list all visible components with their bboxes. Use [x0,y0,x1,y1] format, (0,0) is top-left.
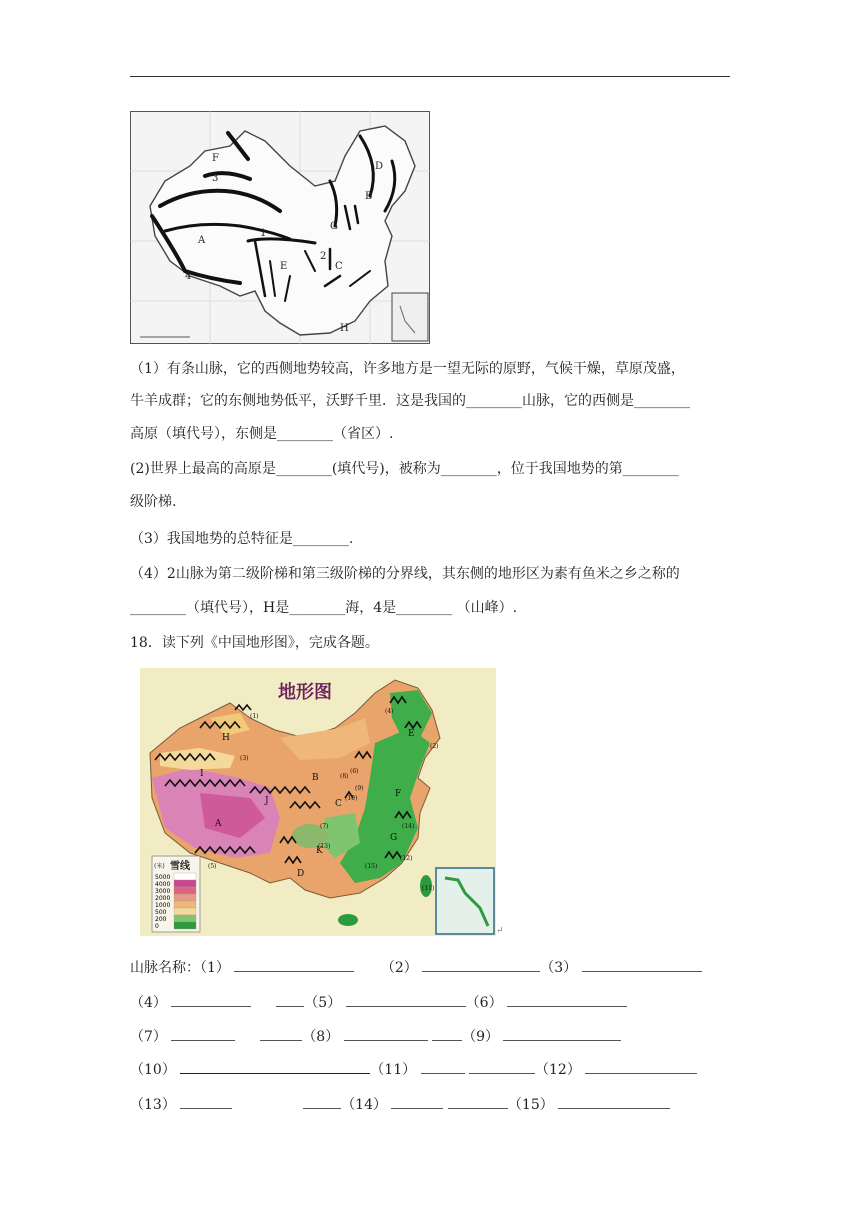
map1-label-E: E [280,261,288,272]
answer-label-1: （1） [200,960,230,976]
legend-value: 500 [155,909,167,916]
q17-part2-line1: (2)世界上最高的高原是________(填代号)，被称为________，位于我国地势的第________ [130,461,679,477]
answer-blank-14a[interactable] [391,1094,443,1109]
answer-row-4 [130,1059,697,1080]
answer-blank-2[interactable] [422,957,540,972]
map1-label-3: 3 [212,173,219,184]
map1-label-D: D [375,161,384,172]
legend-swatch [174,880,196,887]
map2-num-4: (4) [385,708,394,715]
answer-label-12: （12） [535,1062,581,1078]
answer-label-11: （11） [370,1062,417,1078]
answer-lead: 山脉名称： [130,960,200,976]
answer-label-13: （13） [130,1097,176,1113]
answer-blank-3[interactable] [582,957,702,972]
map2-label-C: C [335,799,342,809]
answer-blank-8a[interactable] [344,1026,428,1041]
answer-blank-13b[interactable] [303,1094,341,1109]
q17-part4-line1: （4）2山脉为第二级阶梯和第三级阶梯的分界线，其东侧的地形区为素有鱼米之乡之称的 [130,566,680,582]
answer-row-5 [130,1094,670,1115]
map1-label-2: 2 [320,251,327,262]
answer-blank-15[interactable] [558,1094,670,1109]
map2-label-E: E [408,729,415,739]
q17-part1-line2: 牛羊成群；它的东侧地势低平，沃野千里．这是我国的________山脉，它的西侧是________ [130,393,690,409]
map1-label-1: 1 [260,228,267,239]
map1-label-4: 4 [185,271,192,282]
q17-part1-line1: （1）有条山脉，它的西侧地势较高，许多地方是一望无际的原野，气候干燥，草原茂盛， [130,361,685,377]
answer-label-9: （9） [462,1029,500,1045]
legend-swatch [174,922,196,929]
legend-value: 0 [155,923,159,930]
china-mountains-sketch-map [130,111,430,344]
answer-row-3 [130,1026,621,1047]
legend-swatch [174,887,196,894]
map2-label-K: K [316,846,323,856]
answer-blank-4b[interactable] [276,992,304,1007]
legend-swatch [174,901,196,908]
map2-label-A: A [215,819,222,829]
answer-label-15: （15） [507,1097,554,1113]
map2-label-G: G [390,833,398,843]
map1-label-C: C [335,261,343,272]
map2-num-9: (9) [355,785,364,792]
map2-legend [152,856,200,932]
map2-num-7: (7) [320,823,329,830]
answer-label-5: （5） [304,995,342,1011]
map2-label-J: J [265,796,269,806]
map1-label-A: A [198,235,206,246]
answer-blank-7b[interactable] [260,1026,302,1041]
q17-part4-line2: ________（填代号），H是________海，4是________ （山峰）. [130,600,518,616]
map2-num-14: (14) [402,823,415,830]
map1-label-G: G [330,221,338,232]
map2-num-13: (13) [318,843,331,850]
answer-label-7: （7） [130,1029,167,1045]
answer-blank-14b[interactable] [448,1094,508,1109]
map1-label-B: B [365,191,373,202]
map1-label-H: H [340,323,349,334]
answer-blank-6[interactable] [507,992,627,1007]
map2-num-5: (5) [208,863,217,870]
answer-row-2 [130,992,627,1013]
answer-label-2: （2） [380,960,418,976]
answer-blank-11b[interactable] [469,1059,535,1074]
map2-paragraph-mark: ↵ [496,926,504,936]
map2-num-15: (15) [365,863,378,870]
answer-blank-5[interactable] [346,992,466,1007]
legend-value: 200 [155,916,167,923]
q18-title: 18．读下列《中国地形图》，完成各题。 [130,635,379,651]
answer-blank-12[interactable] [585,1059,697,1074]
q17-part3: （3）我国地势的总特征是________. [130,531,354,547]
answer-label-10: （10） [130,1062,176,1078]
map2-num-3: (3) [240,755,249,762]
answer-blank-8b[interactable] [432,1026,462,1041]
map2-title: 地形图 [278,682,332,703]
q17-part2-line2: 级阶梯. [130,494,177,510]
legend-unit: (米) [154,863,165,870]
legend-value: 4000 [155,881,171,888]
answer-label-3: （3） [540,960,578,976]
map2-num-8: (8) [340,773,349,780]
answer-blank-13a[interactable] [180,1094,232,1109]
answer-row-1 [130,957,702,978]
map2-label-D: D [297,869,305,879]
map1-label-F: F [212,153,219,164]
answer-blank-7a[interactable] [171,1026,235,1041]
answer-label-14: （14） [341,1097,388,1113]
answer-label-8: （8） [302,1029,340,1045]
answer-blank-9[interactable] [503,1026,621,1041]
legend-swatch [174,894,196,901]
map2-num-10: (10) [345,795,358,802]
map2-label-H: H [222,733,230,743]
china-topographic-map [140,668,504,938]
map2-num-2: (2) [430,743,439,750]
map2-num-1: (1) [250,713,259,720]
page-top-rule [130,76,730,77]
map2-label-F: F [395,789,402,799]
answer-blank-1[interactable] [234,957,354,972]
legend-value: 1000 [155,902,171,909]
answer-blank-10[interactable] [180,1059,370,1074]
legend-swatch [174,915,196,922]
map2-num-6: (6) [350,768,359,775]
map2-num-11: (11) [422,885,435,892]
legend-swatch [174,873,196,880]
legend-value: 5000 [155,874,171,881]
map2-inset-box [436,868,494,934]
map2-label-B: B [312,773,319,783]
legend-title: 雪线 [170,861,190,872]
answer-blank-4a[interactable] [171,992,251,1007]
map2-num-12: (12) [400,855,413,862]
legend-value: 3000 [155,888,171,895]
answer-blank-11a[interactable] [421,1059,465,1074]
map2-label-I: I [200,769,204,779]
q17-part1-line3: 高原（填代号），东侧是________（省区）. [130,426,394,442]
legend-swatch [174,908,196,915]
answer-label-6: （6） [465,995,503,1011]
answer-label-4: （4） [130,995,167,1011]
legend-value: 2000 [155,895,171,902]
